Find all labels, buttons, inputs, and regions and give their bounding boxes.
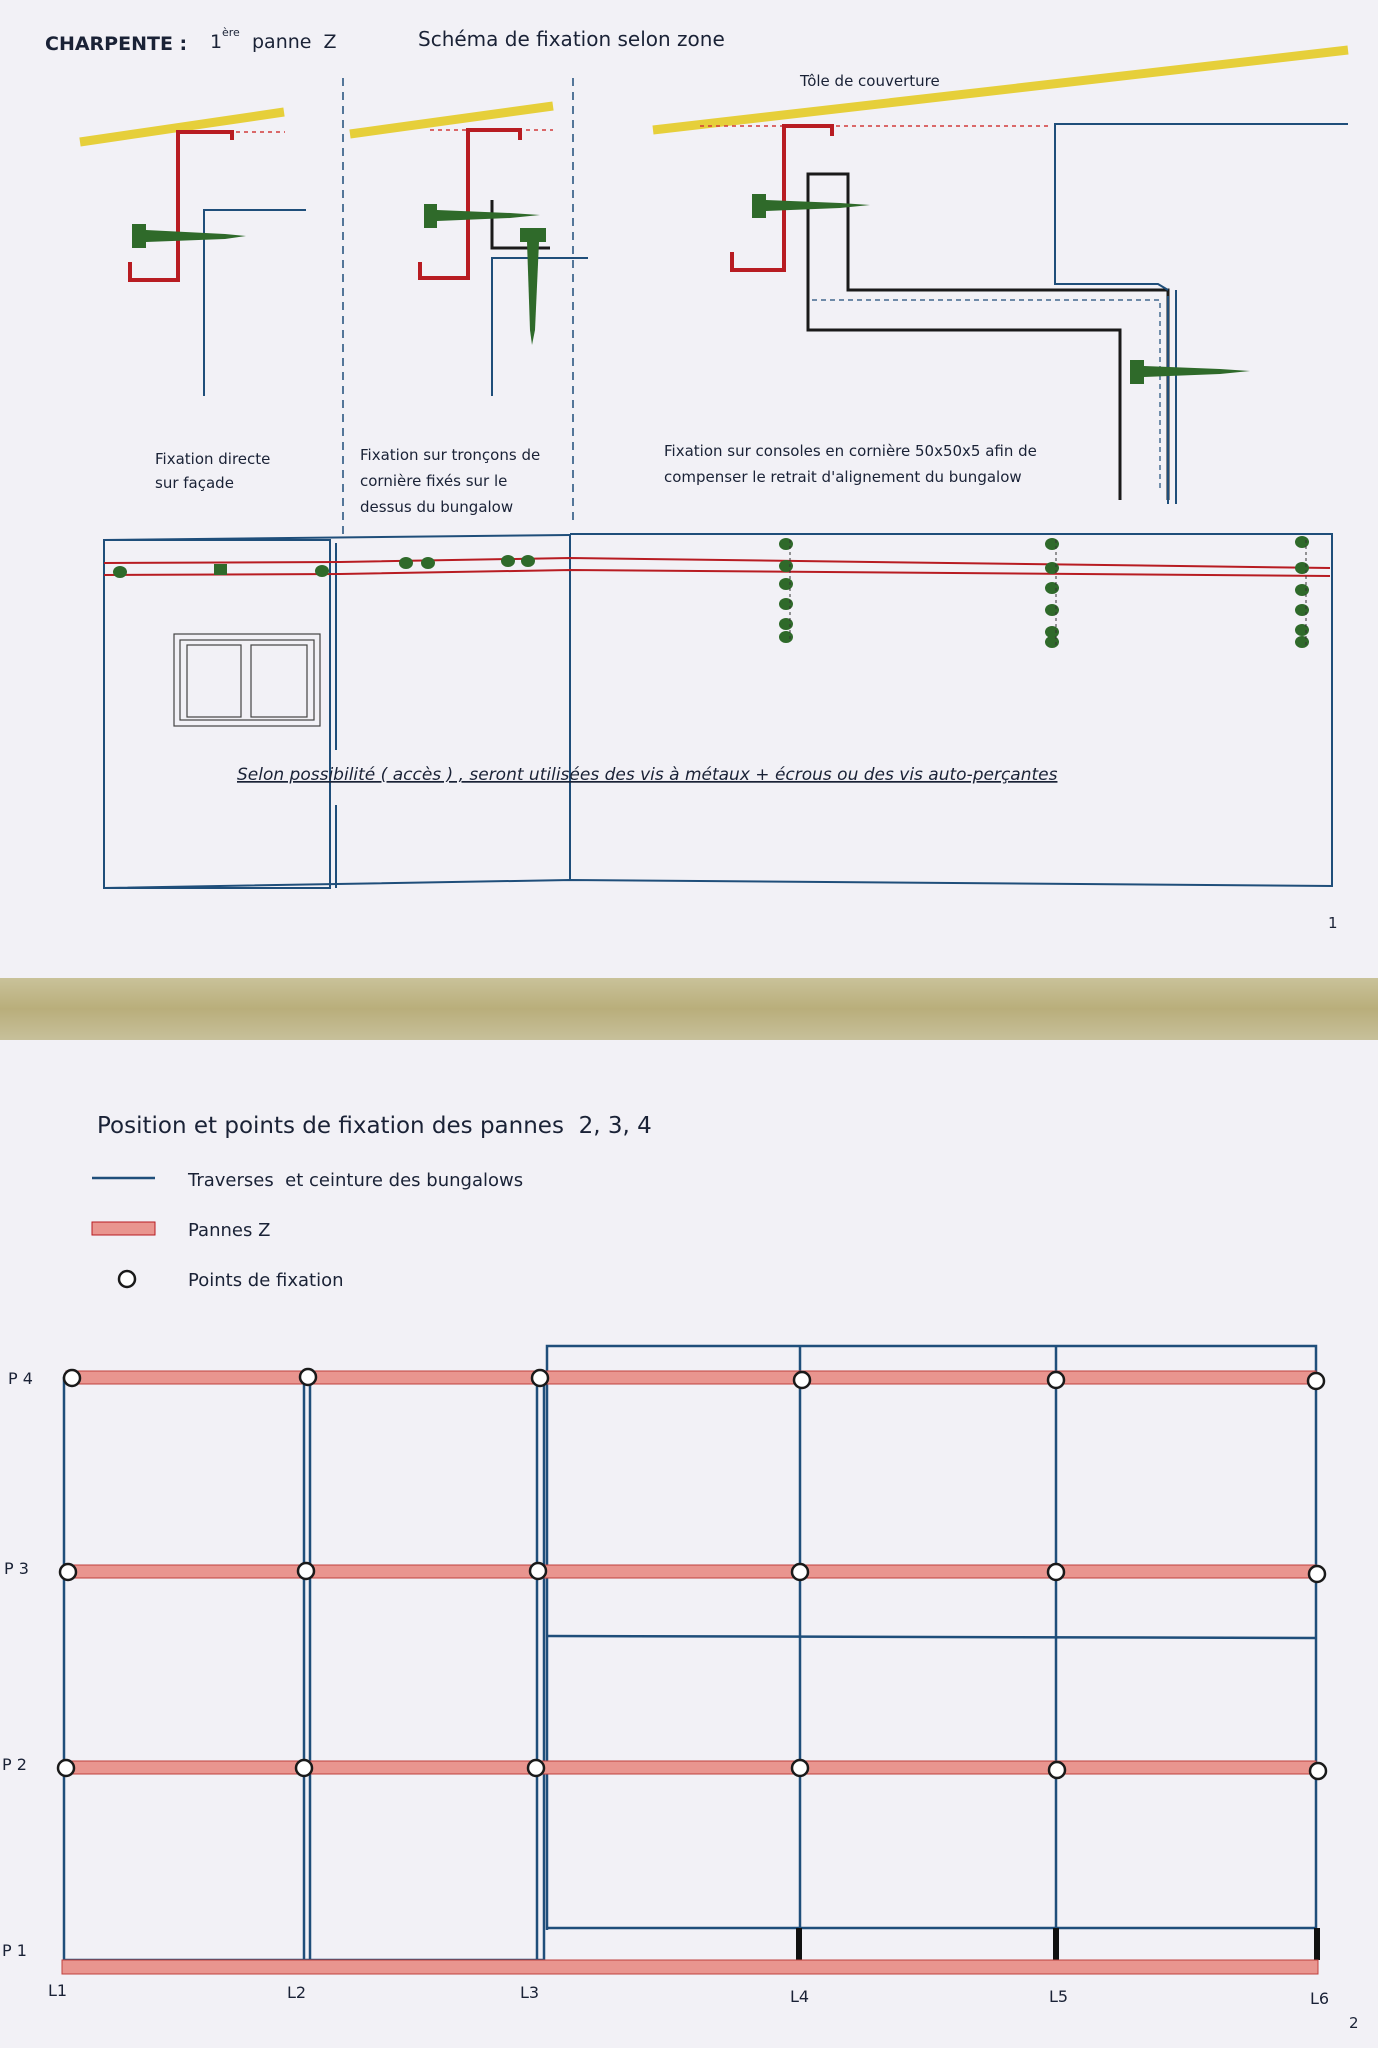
legend xyxy=(92,1170,523,1291)
elevation-bungalow-1 xyxy=(104,540,330,888)
page2-number: 2 xyxy=(1349,2014,1359,2032)
grid-labels xyxy=(48,1981,1329,2008)
purlin-p2 xyxy=(66,1761,1316,1774)
p1-posts xyxy=(796,1928,1320,1960)
label-l4: L4 xyxy=(790,1987,810,2006)
legend-label-fixation: Points de fixation xyxy=(188,1270,344,1291)
elevation-fixing-points xyxy=(113,536,1309,648)
elevation-top-edge xyxy=(104,535,570,540)
roof-sheet-1 xyxy=(80,112,284,142)
bolt-shank-3a xyxy=(766,200,870,211)
label-p1: P 1 xyxy=(2,1941,27,1960)
z-purlin-3 xyxy=(732,126,832,270)
zone3-detail xyxy=(664,124,1348,504)
roof-sheets xyxy=(80,50,1348,142)
page1-number: 1 xyxy=(1328,914,1338,932)
elevation-purlin-bottom xyxy=(104,570,1330,576)
purlin-labels xyxy=(2,1369,33,1960)
zone1-caption-line2: sur façade xyxy=(155,474,234,492)
purlins xyxy=(62,1371,1318,1974)
page1-title-sup: ère xyxy=(222,26,240,39)
window-frame-inner xyxy=(180,640,314,720)
bolt-head-2b xyxy=(520,228,546,242)
frame-grid xyxy=(64,1346,1316,1960)
purlin-p1 xyxy=(62,1960,1318,1974)
label-p4: P 4 xyxy=(8,1369,33,1388)
bolt-shank-2a xyxy=(437,210,540,221)
bungalow-outline-3 xyxy=(1055,124,1348,290)
fastener-note: Selon possibilité ( accès ) , seront utilisées des vis à métaux + écrous ou des vis auto-perçantes xyxy=(237,765,1058,785)
page2-title: Position et points de fixation des pannes 2, 3, 4 xyxy=(97,1113,652,1139)
zone3-caption-line2: compenser le retrait d'alignement du bungalow xyxy=(664,468,1022,486)
page1-title-prefix: CHARPENTE : xyxy=(45,33,188,55)
bolt-shank-2b xyxy=(527,242,539,345)
legend-label-traverses: Traverses et ceinture des bungalows xyxy=(188,1170,524,1191)
bolt-head-3a xyxy=(752,194,766,218)
purlin-p3 xyxy=(66,1565,1316,1578)
bolt-head-1 xyxy=(132,224,146,248)
legend-symbol-circle xyxy=(119,1271,135,1287)
page1-title-num: 1 xyxy=(210,31,223,53)
page1-title-rest: panne Z xyxy=(252,31,337,53)
z-purlin-1 xyxy=(130,132,232,280)
page1-subtitle: Schéma de fixation selon zone xyxy=(418,27,725,51)
zone2-caption-line2: cornière fixés sur le xyxy=(360,472,508,490)
window-frame-outer xyxy=(174,634,320,726)
purlin-p4 xyxy=(66,1371,1316,1384)
label-p2: P 2 xyxy=(2,1755,27,1774)
legend-label-pannes: Pannes Z xyxy=(188,1220,271,1241)
elevation-bungalow-3 xyxy=(104,534,1332,888)
bolt-shank-3b xyxy=(1144,366,1250,377)
zone1-caption-line1: Fixation directe xyxy=(155,450,271,468)
zone2-caption-line1: Fixation sur tronçons de xyxy=(360,446,541,464)
label-l6: L6 xyxy=(1310,1989,1330,2008)
label-l5: L5 xyxy=(1049,1987,1069,2006)
label-l1: L1 xyxy=(48,1981,68,2000)
zone2-detail xyxy=(360,130,588,516)
roof-sheet-2 xyxy=(350,106,553,134)
legend-symbol-bar xyxy=(92,1222,155,1235)
label-l2: L2 xyxy=(287,1983,307,2002)
label-l3: L3 xyxy=(520,1983,540,2002)
bolt-head-2a xyxy=(424,204,437,228)
page1-header xyxy=(45,26,725,55)
zone2-caption-line3: dessus du bungalow xyxy=(360,498,514,516)
elevation-purlin-top xyxy=(104,558,1330,568)
label-p3: P 3 xyxy=(4,1559,29,1578)
roof-label: Tôle de couverture xyxy=(800,72,940,90)
bolt-shank-1 xyxy=(146,230,246,242)
bolt-head-3b xyxy=(1130,360,1144,384)
elevation-view xyxy=(104,534,1332,888)
zone1-detail xyxy=(130,132,306,492)
window-pane-right xyxy=(251,645,307,717)
zone3-caption-line1: Fixation sur consoles en cornière 50x50x5 afin de xyxy=(664,442,1037,460)
frame-cross-beam xyxy=(547,1636,1316,1638)
window-pane-left xyxy=(187,645,241,717)
roof-sheet-3 xyxy=(653,50,1348,130)
